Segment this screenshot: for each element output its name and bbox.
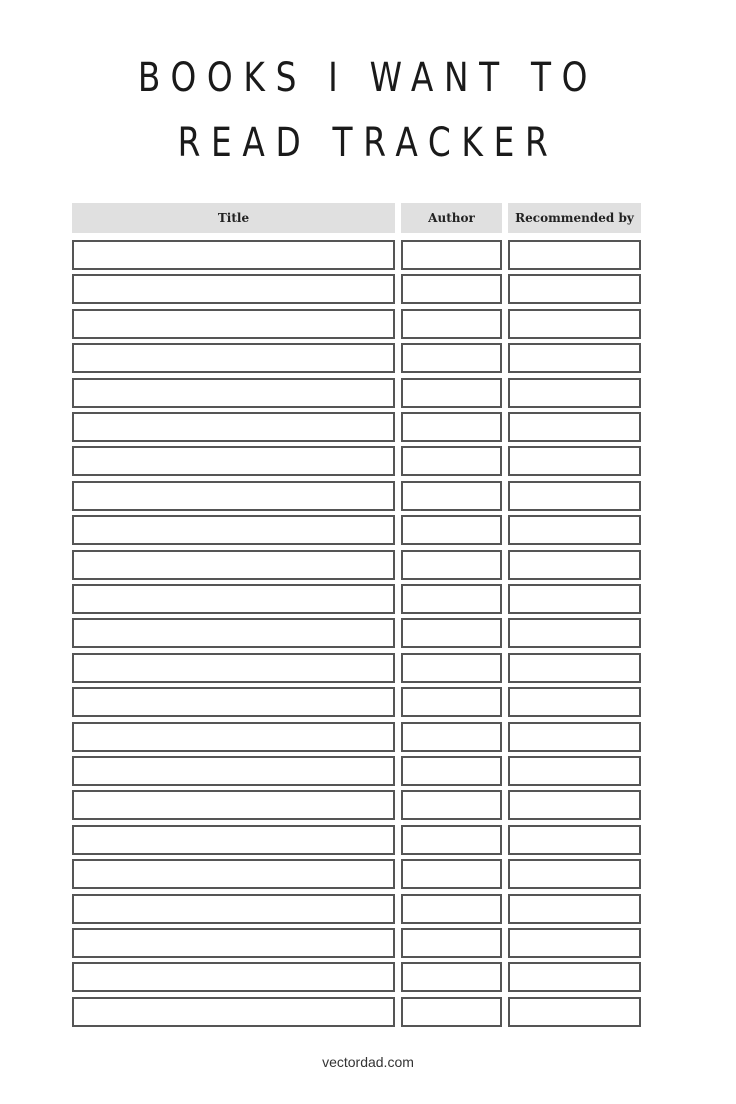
author-cell[interactable] <box>401 687 502 717</box>
author-cell[interactable] <box>401 997 502 1027</box>
title-cell[interactable] <box>72 790 395 820</box>
title-cell[interactable] <box>72 343 395 373</box>
recommended-by-cell[interactable] <box>508 412 641 442</box>
recommended-by-cell[interactable] <box>508 481 641 511</box>
recommended-by-cell[interactable] <box>508 240 641 270</box>
recommended-by-cell[interactable] <box>508 859 641 889</box>
title-cell[interactable] <box>72 756 395 786</box>
recommended-by-cell[interactable] <box>508 515 641 545</box>
author-cell[interactable] <box>401 481 502 511</box>
title-cell[interactable] <box>72 309 395 339</box>
title-cell[interactable] <box>72 550 395 580</box>
author-cell[interactable] <box>401 240 502 270</box>
title-cell[interactable] <box>72 859 395 889</box>
recommended-by-cell[interactable] <box>508 790 641 820</box>
author-cell[interactable] <box>401 859 502 889</box>
recommended-by-cell[interactable] <box>508 722 641 752</box>
title-cell[interactable] <box>72 687 395 717</box>
title-cell[interactable] <box>72 515 395 545</box>
recommended-by-cell[interactable] <box>508 378 641 408</box>
title-cell[interactable] <box>72 618 395 648</box>
column-header-recommended-by: Recommended by <box>508 203 641 233</box>
recommended-by-cell[interactable] <box>508 550 641 580</box>
author-cell[interactable] <box>401 756 502 786</box>
recommended-by-cell[interactable] <box>508 962 641 992</box>
author-cell[interactable] <box>401 446 502 476</box>
recommended-by-cell[interactable] <box>508 343 641 373</box>
recommended-by-cell[interactable] <box>508 584 641 614</box>
title-cell[interactable] <box>72 240 395 270</box>
author-cell[interactable] <box>401 412 502 442</box>
author-cell[interactable] <box>401 894 502 924</box>
author-cell[interactable] <box>401 515 502 545</box>
recommended-by-cell[interactable] <box>508 309 641 339</box>
author-cell[interactable] <box>401 309 502 339</box>
author-cell[interactable] <box>401 584 502 614</box>
column-header-author: Author <box>401 203 502 233</box>
author-cell[interactable] <box>401 343 502 373</box>
title-cell[interactable] <box>72 481 395 511</box>
recommended-by-cell[interactable] <box>508 997 641 1027</box>
author-cell[interactable] <box>401 378 502 408</box>
recommended-by-cell[interactable] <box>508 274 641 304</box>
title-cell[interactable] <box>72 446 395 476</box>
recommended-by-cell[interactable] <box>508 618 641 648</box>
title-cell[interactable] <box>72 412 395 442</box>
title-cell[interactable] <box>72 962 395 992</box>
recommended-by-cell[interactable] <box>508 825 641 855</box>
author-cell[interactable] <box>401 928 502 958</box>
author-cell[interactable] <box>401 274 502 304</box>
recommended-by-cell[interactable] <box>508 894 641 924</box>
recommended-by-cell[interactable] <box>508 653 641 683</box>
title-cell[interactable] <box>72 722 395 752</box>
footer-site-name: vectordad.com <box>322 1054 414 1070</box>
author-cell[interactable] <box>401 825 502 855</box>
title-cell[interactable] <box>72 997 395 1027</box>
recommended-by-cell[interactable] <box>508 928 641 958</box>
title-cell[interactable] <box>72 584 395 614</box>
author-cell[interactable] <box>401 790 502 820</box>
title-cell[interactable] <box>72 653 395 683</box>
title-cell[interactable] <box>72 894 395 924</box>
page-title-line-2: READ TRACKER <box>177 120 559 166</box>
author-cell[interactable] <box>401 962 502 992</box>
title-cell[interactable] <box>72 274 395 304</box>
recommended-by-cell[interactable] <box>508 446 641 476</box>
page-title-line-1: BOOKS I WANT TO <box>137 55 599 101</box>
author-cell[interactable] <box>401 653 502 683</box>
title-cell[interactable] <box>72 825 395 855</box>
author-cell[interactable] <box>401 550 502 580</box>
column-header-title: Title <box>72 203 395 233</box>
recommended-by-cell[interactable] <box>508 687 641 717</box>
title-cell[interactable] <box>72 378 395 408</box>
author-cell[interactable] <box>401 722 502 752</box>
title-cell[interactable] <box>72 928 395 958</box>
author-cell[interactable] <box>401 618 502 648</box>
recommended-by-cell[interactable] <box>508 756 641 786</box>
